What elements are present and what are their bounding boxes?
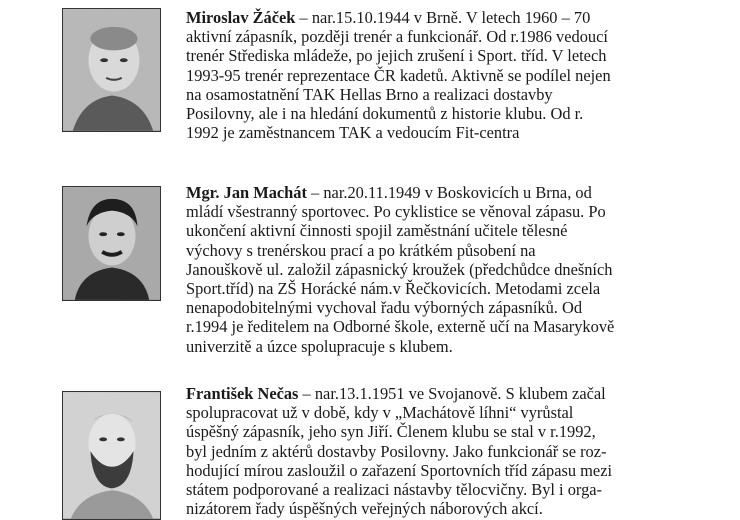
bio-line: byl jedním z aktérů dostavby Posilovny. Jako funkcionář se roz- — [186, 441, 607, 461]
bio-line: ukončení aktivní činnosti spojil zaměstnání učitele tělesné — [186, 221, 568, 241]
bio-line: trenér Střediska mládeže, po jejich zrušení i Sport. tříd. V letech — [186, 46, 607, 66]
bio-line: na osamostatnění TAK Hellas Brno a realizaci dostavby — [186, 84, 553, 104]
bio-line: státem podporované a realizaci nástavby tělocvičny. Byl i orga- — [186, 480, 602, 500]
bio-text — [186, 183, 690, 356]
bio-line: mládí všestranný sportovec. Po cyklistice se věnoval zápasu. Po — [186, 202, 606, 222]
bio-line: výchovy s trenérskou prací a po krátkém působení na — [186, 240, 536, 260]
portrait-figure — [63, 9, 160, 131]
bio-line: r.1994 je ředitelem na Odborné škole, externě učí na Masarykově — [186, 317, 615, 337]
bio-line: 1992 je zaměstnancem TAK a vedoucím Fit-centra — [186, 123, 520, 143]
bio-line: spolupracovat už v době, kdy v „Machátově líhni“ vyrůstal — [186, 403, 574, 423]
bio-line: Posilovny, ale i na hledání dokumentů z historie klubu. Od r. — [186, 104, 584, 124]
bio-text — [186, 8, 690, 142]
bio-line: hodující mírou zasloužil o zařazení Sportovních tříd zápasu mezi — [186, 460, 613, 480]
person-name: Mgr. Jan Machát — [186, 183, 307, 202]
portrait-photo — [62, 8, 161, 132]
bio-line: – nar.20.11.1949 v Boskovicích u Brna, od — [306, 183, 592, 202]
person-name: Miroslav Žáček — [186, 8, 296, 27]
bio-line: aktivní zápasník, později trenér a funkcionář. Od r.1986 vedoucí — [186, 27, 608, 47]
portrait-figure — [63, 187, 160, 300]
bio-line: 1993-95 trenér reprezentace ČR kadetů. Aktivně se podílel nejen — [186, 65, 611, 85]
portrait-photo — [62, 186, 161, 301]
bio-line: úspěšný zápasník, jeho syn Jiří. Členem klubu se stal v r.1992, — [186, 422, 596, 442]
portrait-figure — [63, 392, 160, 519]
bio-line: Sport.tříd) na ZŠ Horácké nám.v Řečkovicích. Metodami zcela — [186, 279, 601, 299]
bio-text — [186, 384, 690, 518]
bio-line: nizátorem řady úspěšných veřejných náborových akcí. — [186, 499, 543, 519]
bio-line: univerzitě a úzce spolupracuje s klubem. — [186, 336, 453, 356]
bio-line: – nar.15.10.1944 v Brně. V letech 1960 – 70 — [295, 8, 591, 27]
bio-line: nenapodobitelnými vychoval řadu výborných zápasníků. Od — [186, 298, 583, 318]
bio-line: Janouškově ul. založil zápasnický kroužek (předchůdce dnešních — [186, 259, 613, 279]
person-name: František Nečas — [186, 384, 299, 403]
bio-line: – nar.13.1.1951 ve Svojanově. S klubem začal — [298, 384, 606, 403]
portrait-photo — [62, 391, 161, 520]
